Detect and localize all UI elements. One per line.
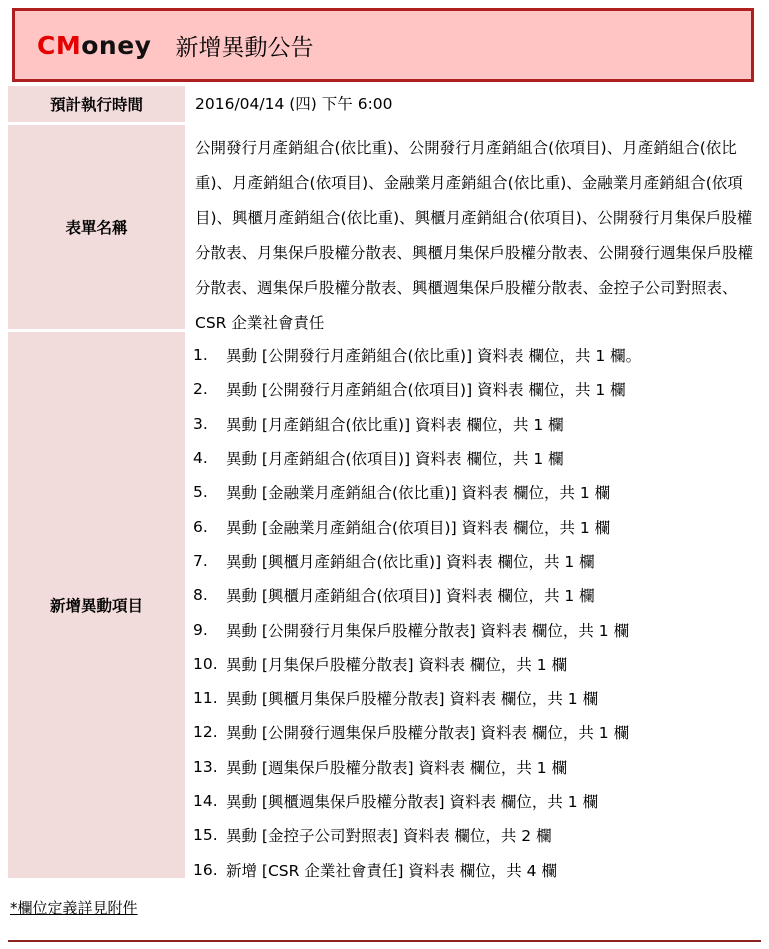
change-item-text: 異動 [興櫃月產銷組合(依項目)] 資料表 欄位，共 1 欄 (226, 587, 595, 606)
change-item-number: 11. (193, 689, 218, 708)
change-items-cell (185, 332, 762, 878)
change-item (193, 578, 762, 612)
attachment-note-link[interactable]: *欄位定義詳見附件 (10, 899, 138, 917)
change-item-text: 異動 [公開發行月集保戶股權分散表] 資料表 欄位，共 1 欄 (226, 621, 630, 640)
change-item-number: 3. (193, 414, 208, 433)
page-title: 新增異動公告 (175, 34, 314, 61)
announcement-header (12, 8, 754, 82)
change-item-number: 4. (193, 449, 208, 468)
change-item-number: 8. (193, 586, 208, 605)
change-item-text: 異動 [週集保戶股權分散表] 資料表 欄位，共 1 欄 (226, 758, 568, 777)
change-item (193, 852, 762, 886)
change-item-text: 新增 [CSR 企業社會責任] 資料表 欄位，共 4 欄 (226, 861, 557, 880)
change-item-number: 5. (193, 483, 208, 502)
form-names-text: 公開發行月產銷組合(依比重)、公開發行月產銷組合(依項目)、月產銷組合(依比重)、月產銷組合(依項目)、金融業月產銷組合(依比重)、金融業月產銷組合(依項目)、興櫃月產銷組合(依比重)、興櫃月產銷組合(依項目)、公開發行月集保戶股權分散表、月集保戶股權分散表、興櫃月集保戶股權分散表、公開發行週集保戶股權分散表、週集保戶股權分散表、興櫃週集保戶股權分散表、金控子公司對照表、CSR 企業社會責任 (185, 125, 762, 329)
row-label-exec-time: 預計執行時間 (8, 86, 185, 122)
exec-time-value: 2016/04/14 (四) 下午 6:00 (185, 86, 762, 122)
change-item-number: 7. (193, 551, 208, 570)
row-label-form-names: 表單名稱 (8, 125, 185, 329)
change-item-text: 異動 [月產銷組合(依項目)] 資料表 欄位，共 1 欄 (226, 450, 564, 469)
change-item (193, 612, 762, 646)
table-row-exec-time (8, 86, 762, 122)
change-item (193, 372, 762, 406)
logo-red-part: CM (37, 30, 82, 60)
row-label-change-items: 新增異動項目 (8, 332, 185, 878)
change-items-list (185, 332, 762, 887)
change-item (193, 818, 762, 852)
bottom-divider (8, 940, 761, 942)
change-item (193, 407, 762, 441)
change-item-number: 1. (193, 346, 208, 365)
change-item-text: 異動 [興櫃月集保戶股權分散表] 資料表 欄位，共 1 欄 (226, 690, 599, 709)
table-row-form-names (8, 125, 762, 332)
change-item-number: 6. (193, 517, 208, 536)
change-item-number: 12. (193, 723, 218, 742)
change-item-text: 異動 [公開發行月產銷組合(依項目)] 資料表 欄位，共 1 欄 (226, 381, 626, 400)
change-item-text: 異動 [興櫃月產銷組合(依比重)] 資料表 欄位，共 1 欄 (226, 552, 595, 571)
change-item-number: 9. (193, 620, 208, 639)
change-item (193, 509, 762, 543)
change-item (193, 338, 762, 372)
change-item-text: 異動 [興櫃週集保戶股權分散表] 資料表 欄位，共 1 欄 (226, 793, 599, 811)
change-item (193, 475, 762, 509)
change-item (193, 441, 762, 475)
table-row-change-items (8, 332, 762, 878)
change-item (193, 715, 762, 749)
change-item (193, 647, 762, 681)
change-item (193, 544, 762, 578)
change-item-text: 異動 [金融業月產銷組合(依項目)] 資料表 欄位，共 1 欄 (226, 518, 611, 537)
change-item (193, 750, 762, 784)
change-item-text: 異動 [月集保戶股權分散表] 資料表 欄位，共 1 欄 (226, 655, 568, 674)
change-item-text: 異動 [月產銷組合(依比重)] 資料表 欄位，共 1 欄 (226, 415, 564, 434)
logo-black-part: oney (81, 30, 152, 60)
announcement-table (8, 86, 762, 878)
change-item-text: 異動 [金控子公司對照表] 資料表 欄位，共 2 欄 (226, 827, 552, 846)
change-item-number: 10. (193, 654, 218, 673)
change-item (193, 681, 762, 715)
change-item-text: 異動 [公開發行週集保戶股權分散表] 資料表 欄位，共 1 欄 (226, 724, 630, 743)
change-item-text: 異動 [金融業月產銷組合(依比重)] 資料表 欄位，共 1 欄 (226, 484, 611, 503)
change-item-number: 2. (193, 380, 208, 399)
change-item-number: 14. (193, 792, 218, 810)
change-item-number: 13. (193, 757, 218, 776)
change-item (193, 784, 762, 818)
cmoney-logo (37, 31, 151, 60)
change-item-number: 15. (193, 826, 218, 845)
change-item-number: 16. (193, 860, 218, 879)
change-item-text: 異動 [公開發行月產銷組合(依比重)] 資料表 欄位，共 1 欄。 (226, 347, 642, 366)
